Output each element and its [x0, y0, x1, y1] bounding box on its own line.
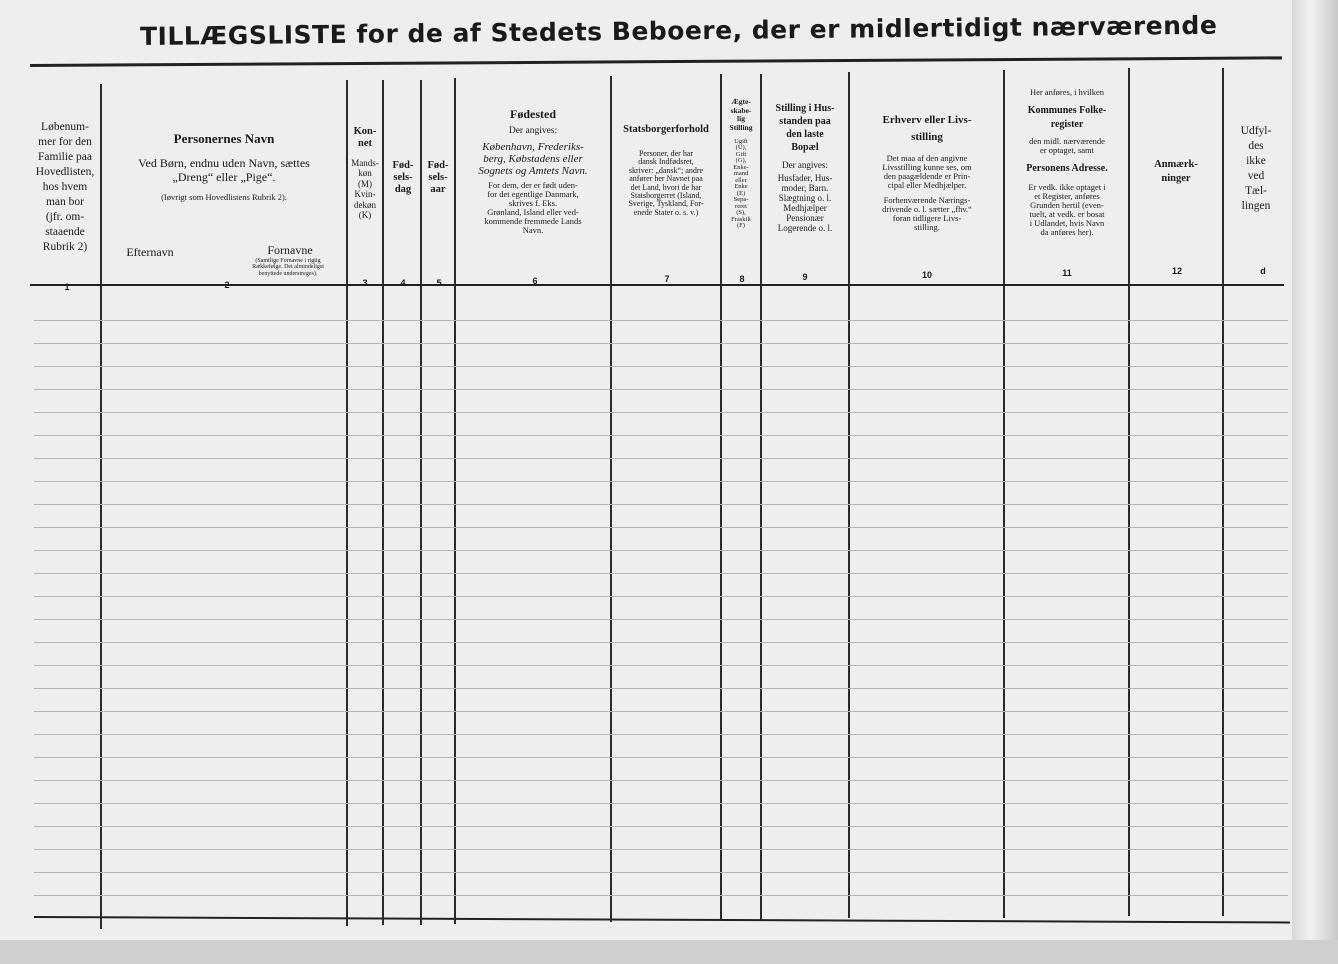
column-number: 1	[64, 282, 70, 292]
col10-header	[852, 112, 1002, 231]
column-number: 4	[400, 278, 406, 288]
col6-note: For dem, der er født uden- for det egentlige Danmark, skrives f. Eks. Grønland, Island eller ved- kommende fremmede Lands Navn.	[484, 180, 582, 235]
column-number: d	[1260, 266, 1266, 276]
column-number: 6	[532, 276, 538, 286]
col2-firstname-note: (Samtlige Fornavne i rigtig Rækkefølge. Det almindeligst benyttede understreges).	[252, 258, 324, 277]
column-number: 9	[802, 272, 808, 282]
entry-row-line	[34, 481, 1288, 482]
col1-header: Løbenum- mer for den Familie paa Hovedlisten, hos hvem man bor (jfr. om- staaende Rubrik 2)	[35, 121, 95, 253]
column-number: 7	[664, 274, 670, 284]
col11-heading-2: Personens Adresse.	[1026, 163, 1108, 175]
col6-italic: København, Frederiks- berg, Købstadens eller Sognets og Amtets Navn.	[478, 140, 588, 177]
entry-row-line	[34, 389, 1288, 390]
entry-row-line	[34, 527, 1288, 528]
column-number: 2	[224, 280, 230, 290]
col3-note: Mands- køn (M) Kvin- dekøn (K)	[351, 158, 379, 220]
entry-row-line	[34, 642, 1288, 643]
col2-heading: Personernes Navn	[173, 131, 275, 146]
col3-heading: Kon- net	[353, 126, 377, 150]
entry-row-line	[34, 412, 1288, 413]
entry-row-line	[34, 366, 1288, 367]
col2-firstname-label: Fornavne	[267, 243, 313, 257]
col9-sub: Der angives:	[782, 160, 828, 170]
col2-surname-label: Efternavn	[126, 245, 174, 259]
entry-row-line	[34, 711, 1288, 712]
entry-row-line	[34, 826, 1288, 827]
col6-sub: Der angives:	[508, 125, 558, 136]
entry-row-line	[34, 596, 1288, 597]
col8-header	[722, 98, 760, 230]
entry-row-line	[34, 619, 1288, 620]
col10-note-2: Forhenværende Nærings- drivende o. l. sætter „fhv.“ foran tidligere Livs- stilling.	[882, 194, 972, 232]
entry-row-line	[34, 780, 1288, 781]
col6-header	[458, 108, 608, 235]
col11-heading: Kommunes Folke- register	[1027, 104, 1107, 131]
column-number: 10	[921, 270, 932, 280]
entry-row-line	[34, 504, 1288, 505]
page-bottom-margin	[0, 940, 1338, 964]
entry-row-line	[34, 320, 1288, 321]
form-title: TILLÆGSLISTE for de af Stedets Beboere, der er midlertidigt nærværende	[139, 10, 1218, 51]
entry-row-line	[34, 803, 1288, 804]
entry-row-line	[34, 688, 1288, 689]
col4-header: Fød- sels- dag	[392, 160, 414, 196]
col9-note: Husfader, Hus- moder, Barn. Slægtning o. l. Medhjælper Pensionær Logerende o. l.	[777, 173, 833, 233]
col9-header	[762, 102, 848, 234]
col10-heading: Erhverv eller Livs- stilling	[882, 114, 972, 144]
col11-top: Her anføres, i hvilken	[1029, 87, 1105, 97]
top-rule	[30, 56, 1282, 67]
column-number: 5	[436, 278, 442, 288]
col2-note: Ved Børn, endnu uden Navn, sættes „Dreng“ eller „Pige“.	[138, 155, 310, 184]
col11-note-2: Er vedk. ikke optaget i et Register, anføres Grunden hertil (even- tuelt, at vedk. er bosat i Udlandet, hvis Navn da anføres her).	[1028, 181, 1106, 237]
bottom-rule	[34, 916, 1290, 923]
col7-header	[612, 124, 720, 217]
col7-heading: Statsborgerforhold	[623, 124, 709, 135]
col7-note: Personer, der har dansk Indfødsret, skriver: „dansk“; andre anfører her Navnet paa det Land, hvori de har Statsborgerret (Island, Sverige, Tyskland, For- enede Stater o. s. v.)	[628, 149, 704, 217]
entry-row-line	[34, 458, 1288, 459]
entry-row-line	[34, 435, 1288, 436]
entry-row-line	[34, 573, 1288, 574]
col12-header: Anmærk- ninger	[1154, 159, 1198, 185]
col11-note: den midl. nærværende er optaget, samt	[1029, 135, 1105, 156]
column-number: 3	[362, 278, 368, 288]
col10-note: Det maa af den angivne Livsstilling kunne ses, om den paagældende er Prin- cipal eller Medhjælper.	[882, 153, 972, 190]
column-divider	[420, 80, 422, 925]
column-number: 12	[1171, 266, 1182, 276]
entry-row-line	[34, 665, 1288, 666]
col8-note: Ugift (U), Gift (G), Enke- mand eller Enke (E) Sepa- reret (S), Fraskilt (F)	[731, 137, 751, 229]
entry-row-line	[34, 550, 1288, 551]
column-divider	[1222, 68, 1224, 916]
col2-note-2: (Iøvrigt som Hovedlistens Rubrik 2).	[161, 191, 287, 202]
page-edge-shadow	[1292, 0, 1338, 964]
column-number: 11	[1062, 268, 1072, 278]
entry-row-line	[34, 895, 1288, 896]
column-divider	[454, 78, 456, 924]
col6-heading: Fødested	[510, 107, 556, 121]
entry-row-line	[34, 757, 1288, 758]
column-divider	[848, 72, 850, 918]
col3-header	[347, 126, 383, 220]
col11-header	[1006, 88, 1128, 236]
cold-header: Udfyl- des ikke ved Tæl- lingen	[1240, 125, 1272, 212]
column-divider	[1128, 68, 1130, 916]
entry-row-line	[34, 343, 1288, 344]
entry-row-line	[34, 734, 1288, 735]
entry-row-line	[34, 849, 1288, 850]
column-divider	[1003, 70, 1005, 918]
entry-row-line	[34, 872, 1288, 873]
col9-heading: Stilling i Hus- standen paa den laste Bopæl	[775, 103, 835, 153]
col5-header: Fød- sels- aar	[427, 160, 449, 196]
column-number: 8	[739, 274, 745, 284]
col8-heading: Ægte- skabe- lig Stilling	[729, 97, 753, 132]
col2-header	[104, 132, 344, 202]
